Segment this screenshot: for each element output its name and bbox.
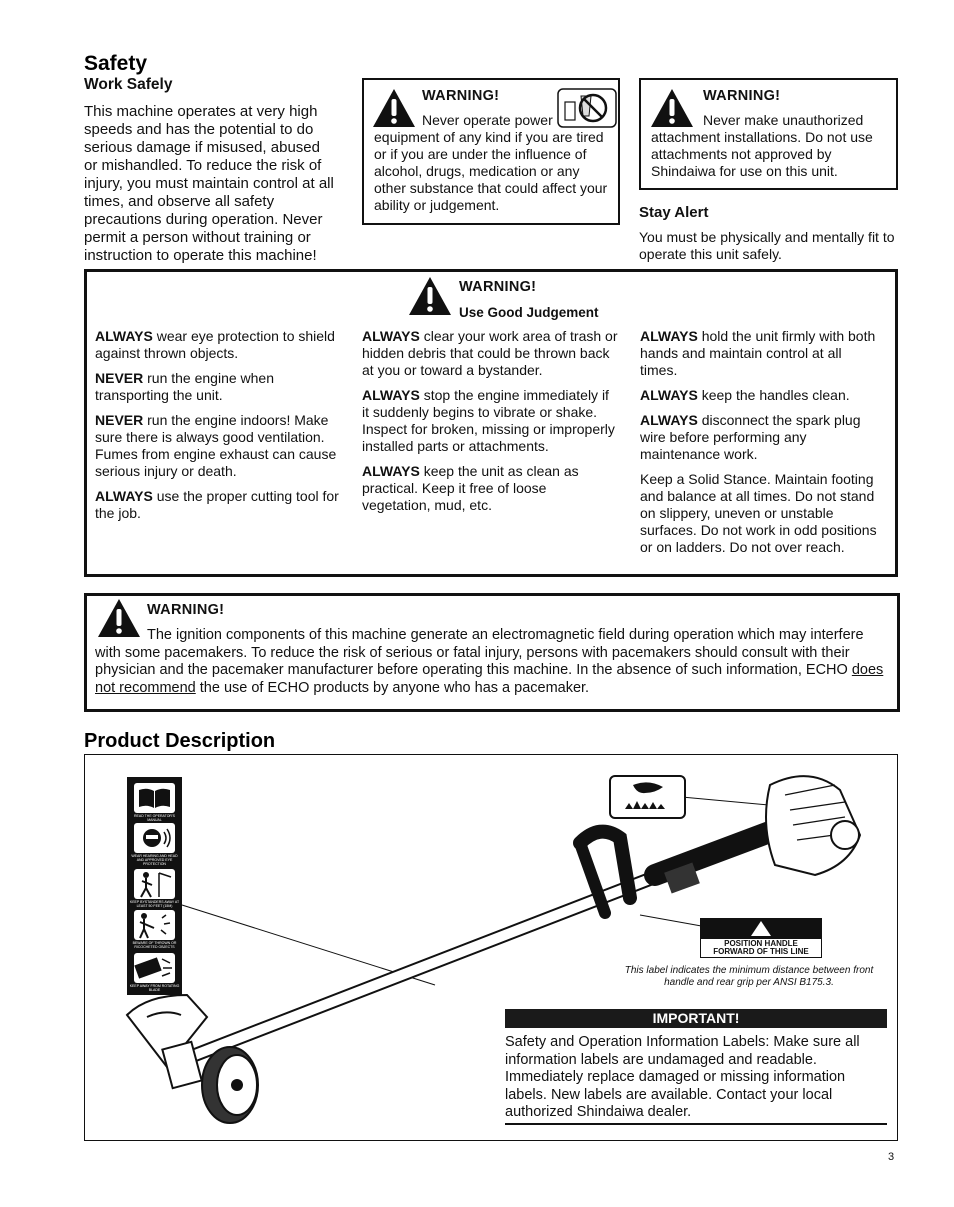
judgement-item-text: run the engine indoors! Make sure there is always good ventilation. Fumes from engine exhaust can cause serious injury or death. [95,412,337,479]
important-rule [505,1123,887,1125]
judgement-item [362,328,618,379]
judgement-column-3 [640,328,880,564]
judgement-item [640,387,880,404]
safety-heading: Safety [84,52,148,75]
decal-text: KEEP BYSTANDERS AWAY AT LEAST 50 FEET (15M) [129,900,180,908]
warning-attachments-text: Never make unauthorized attachment installations. Do not use attachments not approved by Shindaiwa for use on this unit. [651,112,873,179]
judgement-item-lead: NEVER [95,412,144,428]
judgement-item-lead: ALWAYS [640,328,698,344]
decal-text: WEAR HEARING AND HEAD AND APPROVED EYE PROTECTION [131,854,178,866]
judgement-item-text: wear eye protection to shield against thrown objects. [95,328,335,361]
judgement-item-text: disconnect the spark plug wire before performing any maintenance work. [640,412,861,462]
warning-box-attachments [639,78,898,190]
warning-fatigue-text: Never operate power equipment of any kind if you are tired or if you are under the influence of alcohol, drugs, medication or any other substance that could affect your ability or judgement. [374,112,608,213]
stay-alert-text: You must be physically and mentally fit to operate this unit safely. [639,229,895,262]
judgement-item [362,463,618,514]
warning-triangle-icon [408,276,452,316]
decal-text: READ THE OPERATOR'S MANUAL [134,814,175,822]
work-safely-heading: Work Safely [84,76,173,93]
judgement-item-text: hold the unit firmly with both hands and maintain control at all times. [640,328,876,378]
judgement-item-lead: ALWAYS [95,328,153,344]
warning-title: WARNING! [459,279,537,295]
judgement-item [95,328,345,362]
judgement-item [95,412,345,480]
judgement-item-text: Keep a Solid Stance. Maintain footing and balance at all times. Do not stand on slippery, uneven or unstable surfaces. Do not work in odd positions or on ladders. Do not over reach. [640,471,877,555]
warning-title: WARNING! [422,88,500,104]
judgement-item [95,488,345,522]
product-description-heading: Product Description [84,730,276,752]
decal-text: KEEP AWAY FROM ROTATING BLADE [129,984,180,992]
judgement-column-2 [362,328,618,522]
warning-box-pacemaker [84,593,900,712]
hand-warning-icon [609,775,686,819]
judgement-item [640,412,880,463]
safety-intro: This machine operates at very high speeds and has the potential to do serious damage if misused, abused or mishandled. To reduce the risk of injury, you must maintain control at all times, and observe all safety precautions during operation. Never permit a person without training or instruction to operate this machine! [84,103,334,264]
product-figure-frame [84,754,898,1141]
decal-text: BEWARE OF THROWN OR RICOCHETED OBJECTS [132,941,177,949]
warning-title: WARNING! [147,602,225,618]
important-text: Safety and Operation Information Labels: Make sure all information labels are undamaged and readable. Immediately replace damaged or missing information labels. New labels are available. Contact your local authorized Shindaiwa dealer. [505,1034,860,1120]
judgement-column-1 [95,328,345,530]
judgement-item [640,328,880,379]
judgement-item [95,370,345,404]
judgement-item-lead: ALWAYS [640,412,698,428]
judgement-item-lead: ALWAYS [362,328,420,344]
judgement-item [640,471,880,556]
judgement-item-lead: NEVER [95,370,144,386]
warning-title: WARNING! [703,88,781,104]
important-banner: IMPORTANT! [505,1009,887,1028]
warning-box-fatigue [362,78,620,225]
does-not-recommend-text: does not recommend [95,662,884,696]
judgement-item-text: keep the unit as clean as practical. Keep it free of loose vegetation, mud, etc. [362,463,579,513]
judgement-item-text: use the proper cutting tool for the job. [95,488,339,521]
page-number: 3 [888,1151,895,1163]
position-handle-label: POSITION HANDLE FORWARD OF THIS LINE [700,918,822,956]
warning-box-judgement [84,269,898,577]
judgement-item-lead: ALWAYS [95,488,153,504]
judgement-item-text: run the engine when transporting the unit. [95,370,274,403]
judgement-item-text: stop the engine immediately if it suddenly begins to vibrate or shake. Inspect for broken, missing or improperly installed parts or attachments. [362,387,615,454]
judgement-item-lead: ALWAYS [362,463,420,479]
judgement-item-text: clear your work area of trash or hidden debris that could be thrown back at you or toward a bystander. [362,328,618,378]
stay-alert-heading: Stay Alert [639,204,709,221]
judgement-item-lead: ALWAYS [640,387,698,403]
judgement-item-text: keep the handles clean. [697,387,850,403]
judgement-item-lead: ALWAYS [362,387,420,403]
judgement-item [362,387,618,455]
judgement-subtitle: Use Good Judgement [459,305,599,320]
pacemaker-text: The ignition components of this machine generate an electromagnetic field during operation which may interfere with some pacemakers. To reduce the risk of serious or fatal injury, persons with pacemakers should consult with their physician and the pacemaker manufacturer before operating this machine. In the absence of such information, ECHO does not recommend the use of ECHO products by anyone who has a pacemaker. [95,627,884,696]
label-caption: This label indicates the minimum distance between front handle and rear grip per ANSI B175.3. [624,965,874,988]
